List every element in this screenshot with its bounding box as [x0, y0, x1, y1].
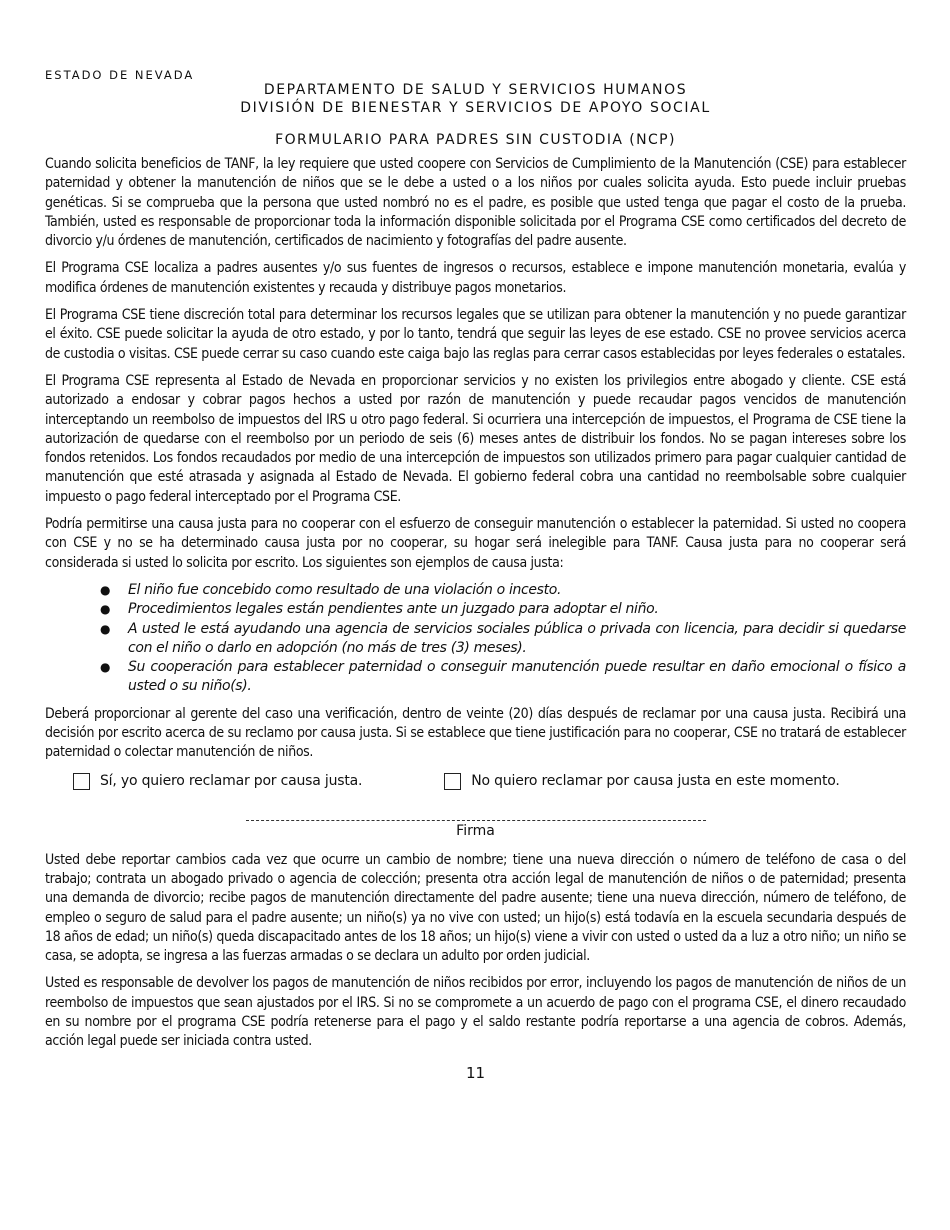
paragraph-good-cause: Podría permitirse una causa justa para no cooperar con el esfuerzo de conseguir manutención o establecer la paternidad. Si usted no coopera con CSE y no se ha determinado causa justa por no cooperar, su hogar será inelegible para TANF. Causa justa para no cooperar será considerada si usted lo solicita por escrito. Los siguientes son ejemplos de causa justa:: [45, 516, 906, 571]
paragraph-cse-services: El Programa CSE localiza a padres ausentes y/o sus fuentes de ingresos o recursos, establece e impone manutención monetaria, evalúa y modifica órdenes de manutención existentes y recauda y distribuye pagos monetarios.: [45, 260, 906, 296]
paragraph-return-payments: Usted es responsable de devolver los pagos de manutención de niños recibidos por error, incluyendo los pagos de manutención de niños de un reembolso de impuestos que sean ajustados por el IRS. Si no se compromete a un acuerdo de pago con el programa CSE, el dinero recaudado en su nombre por el programa CSE podría retenerse para el pago y el saldo restante podría reportarse a una agencia de cobros. Además, acción legal puede ser iniciada contra usted.: [45, 975, 906, 1050]
good-cause-item: ● Procedimientos legales están pendientes ante un juzgado para adoptar el niño.: [100, 600, 906, 619]
good-cause-list: [45, 581, 906, 697]
page-number: 11: [465, 1063, 486, 1082]
paragraph-cse-representation: El Programa CSE representa al Estado de Nevada en proporcionar servicios y no existen los privilegios entre abogado y cliente. CSE está autorizado a endosar y cobrar pagos hechos a usted por razón de manutención y puede recaudar pagos vencidos de manutención interceptando un reembolso de impuestos del IRS u otro pago federal. Si ocurriera una intercepción de impuestos, el Programa de CSE tiene la autorización de quedarse con el reembolso por un periodo de seis (6) meses antes de distribuir los fondos. No se pagan intereses sobre los fondos retenidos. Los fondos recaudados por medio de una intercepción de impuestos son utilizados primero para pagar cualquier cantidad de manutención que esté atrasada y asignada al Estado de Nevada. El gobierno federal cobra una cantidad no reembolsable sobre cualquier impuesto o pago federal interceptado por el Programa CSE.: [45, 372, 906, 505]
form-page: [45, 60, 906, 1082]
good-cause-item: ● A usted le está ayudando una agencia de servicios sociales pública o privada con licencia, para decidir si quedarse con el niño o darlo en adopción (no más de tres (3) meses).: [100, 620, 906, 656]
signature-label: Firma: [456, 822, 495, 839]
paragraph-report-changes: Usted debe reportar cambios cada vez que ocurre un cambio de nombre; tiene una nueva dirección o número de teléfono de casa o del trabajo; contrata un abogado privado o agencia de colección; presenta otra acción legal de manutención de niños o de paternidad; presenta una demanda de divorcio; recibe pagos de manutención directamente del padre ausente; tiene una nueva dirección, número de teléfono, de empleo o seguro de salud para el padre ausente; un niño(s) ya no vive con usted; un hijo(s) está todavía en la escuela secundaria después de 18 años de edad; un niño(s) queda discapacitado antes de los 18 años; un hijo(s) viene a vivir con usted o usted da a luz a otro niño; un niño se casa, se adopta, se ingresa a las fuerzas armadas o se declara un adulto por orden judicial.: [45, 851, 906, 965]
bullet-icon: ●: [100, 621, 111, 636]
claim-good-cause-option[interactable]: [73, 773, 362, 790]
no-claim-good-cause-checkbox[interactable]: [444, 773, 461, 790]
bullet-icon: ●: [100, 602, 111, 617]
good-cause-item: ● Su cooperación para establecer paternidad o conseguir manutención puede resultar en daño emocional o físico a usted o su niño(s).: [100, 659, 906, 695]
no-claim-good-cause-option[interactable]: [444, 773, 839, 790]
good-cause-item: ● El niño fue concebido como resultado de una violación o incesto.: [100, 581, 906, 600]
division-title: DIVISIÓN DE BIENESTAR Y SERVICIOS DE APOYO SOCIAL: [240, 100, 711, 116]
bullet-icon: ●: [100, 582, 111, 597]
signature-line[interactable]: [246, 818, 706, 821]
form-title: FORMULARIO PARA PADRES SIN CUSTODIA (NCP): [275, 132, 676, 148]
paragraph-cse-discretion: El Programa CSE tiene discreción total para determinar los recursos legales que se utilizan para obtener la manutención y no puede garantizar el éxito. CSE puede solicitar la ayuda de otro estado, y por lo tanto, tendrá que seguir las leyes de ese estado. CSE no provee servicios acerca de custodia o visitas. CSE puede cerrar su caso cuando este caiga bajo las reglas para cerrar casos establecidas por leyes federales o estatales.: [45, 307, 906, 362]
department-title: DEPARTAMENTO DE SALUD Y SERVICIOS HUMANOS: [263, 82, 688, 98]
state-label: ESTADO DE NEVADA: [45, 68, 195, 82]
paragraph-verification: Deberá proporcionar al gerente del caso una verificación, dentro de veinte (20) días después de reclamar por una causa justa. Recibirá una decisión por escrito acerca de su reclamo por causa justa. Si se establece que tiene justificación para no cooperar, CSE no tratará de establecer paternidad o colectar manutención de niños.: [45, 705, 906, 761]
bullet-icon: ●: [100, 660, 111, 675]
good-cause-options: [73, 773, 906, 790]
claim-good-cause-label: Sí, yo quiero reclamar por causa justa.: [100, 773, 363, 790]
paragraph-tanf-cooperation: Cuando solicita beneficios de TANF, la ley requiere que usted coopere con Servicios de Cumplimiento de la Manutención (CSE) para establecer paternidad y obtener la manutención de niños que se le debe a usted o a los niños por cuales solicita ayuda. Esto puede incluir pruebas genéticas. Si se comprueba que la persona que usted nombró no es el padre, es posible que usted tenga que pagar el costo de la prueba. También, usted es responsable de proporcionar toda la información disponible solicitada por el Programa CSE como certificados del decreto de divorcio y/u órdenes de manutención, certificados de nacimiento y fotografías del padre ausente.: [45, 156, 906, 250]
no-claim-good-cause-label: No quiero reclamar por causa justa en este momento.: [471, 773, 840, 790]
claim-good-cause-checkbox[interactable]: [73, 773, 90, 790]
